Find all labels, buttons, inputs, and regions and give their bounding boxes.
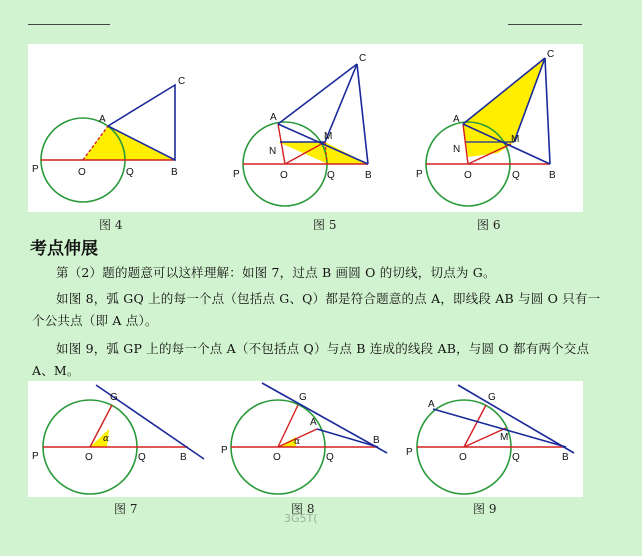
figure-9 <box>406 385 574 494</box>
paragraph-1: 第（2）题的题意可以这样理解：如图 7，过点 B 画圆 O 的切线，切点为 G。 <box>56 265 496 280</box>
fig9-label-p: P <box>406 447 413 458</box>
fig9-label-g: G <box>488 392 496 403</box>
fig9-label-b: B <box>562 452 569 463</box>
fig8-label-p: P <box>221 445 228 456</box>
top-figure-panel <box>28 44 583 212</box>
caption-fig-7: 图 7 <box>114 502 138 516</box>
fig5-label-a: A <box>270 112 277 123</box>
fig4-label-o: O <box>78 167 86 178</box>
fig7-label-alpha: α <box>103 434 110 444</box>
fig6-label-m: M <box>511 134 520 145</box>
caption-fig-4: 图 4 <box>99 218 123 232</box>
header-rule-left <box>28 24 110 25</box>
fig8-label-alpha: α <box>294 437 301 447</box>
fig4-label-a: A <box>99 114 106 125</box>
figure-4 <box>32 76 185 202</box>
fig9-label-o: O <box>459 452 467 463</box>
section-heading: 考点伸展 <box>30 239 98 259</box>
caption-fig-9: 图 9 <box>473 502 497 516</box>
fig9-label-q: Q <box>512 452 520 463</box>
fig6-line-cb <box>545 58 550 164</box>
fig6-label-o: O <box>464 170 472 181</box>
fig7-label-b: B <box>180 452 187 463</box>
paragraph-2: 如图 8，弧 GQ 上的每一个点（包括点 G、Q）都是符合题意的点 A，即线段 AB 与圆 O 只有一个公共点（即 A 点）。 <box>32 291 601 328</box>
figure-8 <box>221 383 387 494</box>
top-figures-svg <box>28 44 583 212</box>
fig7-label-o: O <box>85 452 93 463</box>
fig8-label-a: A <box>310 417 317 428</box>
caption-fig-8: 图 8 <box>291 502 315 516</box>
fig5-label-q: Q <box>327 170 335 181</box>
fig9-tangent <box>458 385 574 453</box>
fig5-label-m: M <box>324 131 333 142</box>
fig4-yellow-triangle <box>83 126 175 160</box>
fig4-label-c: C <box>178 76 186 87</box>
fig6-label-p: P <box>416 169 423 180</box>
figure-7 <box>32 385 204 494</box>
fig8-label-q: Q <box>326 452 334 463</box>
fig7-label-q: Q <box>138 452 146 463</box>
fig8-label-b: B <box>373 435 380 446</box>
fig6-label-a: A <box>453 114 460 125</box>
fig9-line-og <box>464 405 486 447</box>
fig6-label-b: B <box>549 170 556 181</box>
fig5-label-n: N <box>269 146 277 157</box>
fig8-label-g: G <box>299 392 307 403</box>
paragraph-3: 如图 9，弧 GP 上的每一个点 A（不包括点 Q）与点 B 连成的线段 AB，与圆 O 都有两个交点 A、M。 <box>32 341 590 378</box>
fig6-label-c: C <box>547 49 555 60</box>
fig4-label-p: P <box>32 164 39 175</box>
fig7-label-p: P <box>32 451 39 462</box>
fig7-label-g: G <box>110 392 118 403</box>
fig5-label-p: P <box>233 169 240 180</box>
fig6-label-q: Q <box>512 170 520 181</box>
fig5-line-cb <box>357 64 368 164</box>
figure-6 <box>416 49 556 206</box>
caption-fig-6: 图 6 <box>477 218 501 232</box>
fig6-label-n: N <box>453 144 461 155</box>
figure-5 <box>233 53 372 206</box>
header-rule-right <box>508 24 582 25</box>
fig9-label-m: M <box>500 432 509 443</box>
watermark-text: 3G5T( <box>284 512 318 525</box>
fig4-label-b: B <box>171 167 178 178</box>
fig5-label-c: C <box>359 53 367 64</box>
fig9-label-a: A <box>428 399 435 410</box>
fig8-label-o: O <box>273 452 281 463</box>
caption-fig-5: 图 5 <box>313 218 337 232</box>
bottom-figures-svg <box>28 381 583 497</box>
bottom-figure-panel <box>28 381 583 497</box>
fig5-label-o: O <box>280 170 288 181</box>
fig4-label-q: Q <box>126 167 134 178</box>
fig5-label-b: B <box>365 170 372 181</box>
